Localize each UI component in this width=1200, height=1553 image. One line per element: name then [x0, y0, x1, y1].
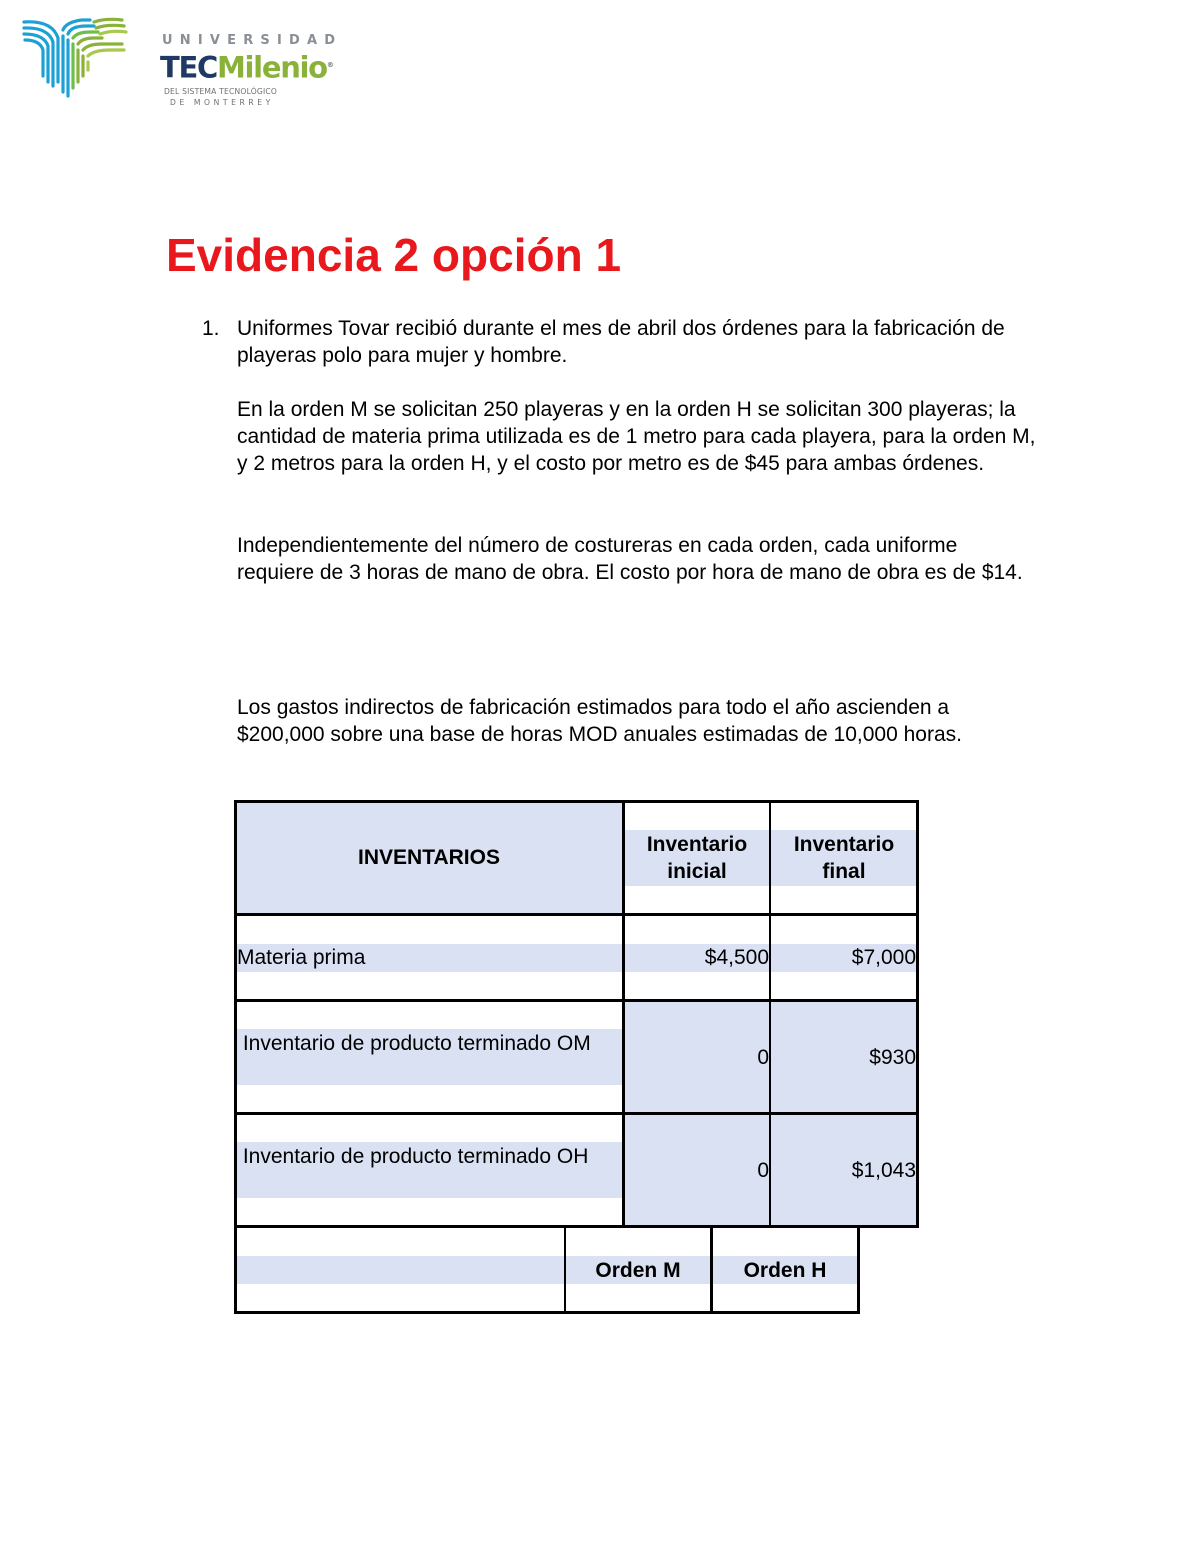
university-logo	[22, 14, 343, 107]
row-initial-producto-oh: 0	[757, 1159, 769, 1182]
header-inventario-final: Inventario final	[793, 833, 895, 883]
paragraph-orders: Uniformes Tovar recibió durante el mes de abril dos órdenes para la fabricación de playeras polo para mujer y hombre.	[237, 317, 1005, 367]
list-item-number: 1.	[202, 317, 220, 340]
logo-sub-line1: DEL SISTEMA TECNOLÓGICO	[164, 87, 278, 96]
paragraph-overhead: Los gastos indirectos de fabricación estimados para todo el año ascienden a $200,000 sobre una base de horas MOD anuales estimadas de 10,000 horas.	[237, 696, 962, 746]
paragraph-labor: Independientemente del número de costureras en cada orden, cada uniforme requiere de 3 horas de mano de obra. El costo por hora de mano de obra es de $14.	[237, 534, 1023, 584]
table-border	[234, 913, 919, 916]
row-label-producto-oh: Inventario de producto terminado OH	[237, 1145, 589, 1168]
row-initial-materia-prima: $4,500	[704, 946, 769, 969]
table-border	[234, 999, 919, 1002]
logo-sub-line2: DE MONTERREY	[170, 98, 274, 107]
table-border	[234, 800, 919, 803]
row-label-producto-om: Inventario de producto terminado OM	[237, 1032, 591, 1055]
table-border	[234, 1225, 919, 1228]
row-final-materia-prima: $7,000	[851, 946, 916, 969]
row-initial-producto-om: 0	[757, 1046, 769, 1069]
table-border	[234, 1112, 919, 1115]
table-border	[234, 800, 237, 1314]
header-inventarios: INVENTARIOS	[358, 846, 500, 869]
logo-registered: ®	[326, 61, 333, 69]
table-border	[857, 1225, 860, 1314]
table-border	[234, 1311, 860, 1314]
logo-brand-tec: TEC	[160, 50, 217, 85]
paragraph-materials: En la orden M se solicitan 250 playeras y en la orden H se solicitan 300 playeras; la cantidad de materia prima utilizada es de 1 metro para cada playera, para la orden M, y 2 metros para la orden H, y el costo por metro es de $45 para ambas órdenes.	[237, 398, 1036, 475]
orders-header-orden-m: Orden M	[595, 1259, 681, 1282]
logo-brand-milenio: Milenio	[216, 50, 327, 85]
tecmilenio-wing-icon	[22, 14, 132, 104]
row-final-producto-oh: $1,043	[851, 1159, 916, 1182]
header-inventario-inicial: Inventario inicial	[646, 833, 748, 883]
orders-header-orden-h: Orden H	[743, 1259, 827, 1282]
row-final-producto-om: $930	[869, 1046, 916, 1069]
row-label-materia-prima: Materia prima	[237, 946, 366, 969]
logo-brand	[160, 48, 333, 85]
page-title: Evidencia 2 opción 1	[166, 229, 622, 281]
logo-top-word: UNIVERSIDAD	[162, 33, 343, 48]
